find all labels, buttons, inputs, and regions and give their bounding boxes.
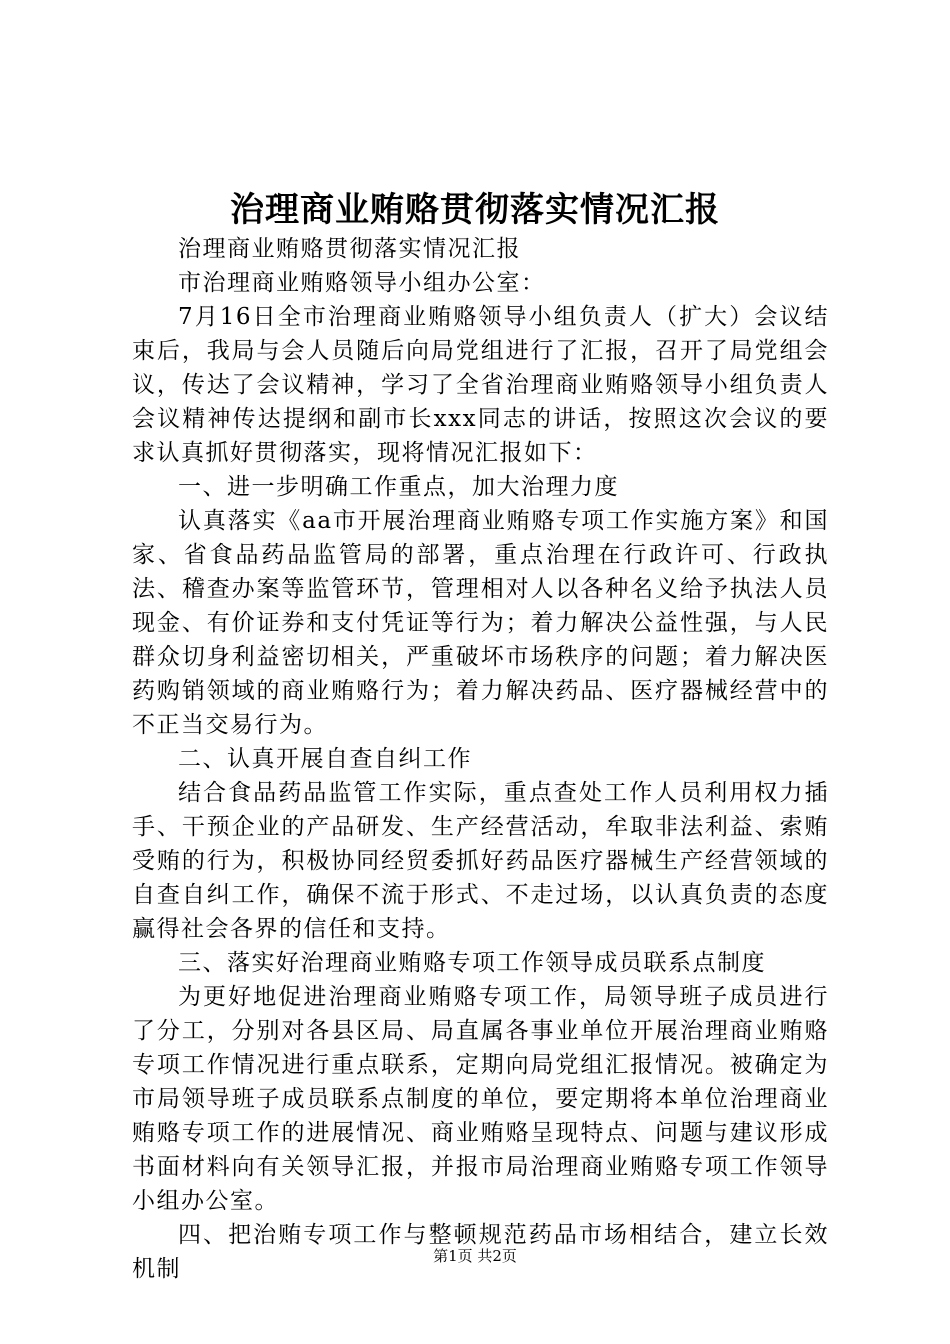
paragraph-intro: 7月16日全市治理商业贿赂领导小组负责人（扩大）会议结束后，我局与会人员随后向局党组进行了汇报，召开了局党组会议，传达了会议精神，学习了全省治理商业贿赂领导小组负责人会议精神传达提纲和副市长xxx同志的讲话，按照这次会议的要求认真抓好贯彻落实，现将情况汇报如下：	[132, 304, 829, 466]
section-heading-1: 一、进一步明确工作重点，加大治理力度	[178, 474, 619, 500]
paragraph-heading-repeat: 治理商业贿赂贯彻落实情况汇报	[178, 236, 521, 262]
document-body	[132, 232, 829, 1286]
document-title: 治理商业贿赂贯彻落实情况汇报	[230, 190, 720, 230]
section-heading-3: 三、落实好治理商业贿赂专项工作领导成员联系点制度	[178, 950, 766, 976]
section-heading-4: 四、把治贿专项工作与整顿规范药品市场相结合，建立长效机制	[132, 1222, 829, 1282]
paragraph-section-2: 结合食品药品监管工作实际，重点查处工作人员利用权力插手、干预企业的产品研发、生产经营活动，牟取非法利益、索贿受贿的行为，积极协同经贸委抓好药品医疗器械生产经营领域的自查自纠工作，确保不流于形式、不走过场，以认真负责的态度赢得社会各界的信任和支持。	[132, 780, 829, 942]
paragraph-section-3: 为更好地促进治理商业贿赂专项工作，局领导班子成员进行了分工，分别对各县区局、局直属各事业单位开展治理商业贿赂专项工作情况进行重点联系，定期向局党组汇报情况。被确定为市局领导班子成员联系点制度的单位，要定期将本单位治理商业贿赂专项工作的进展情况、商业贿赂呈现特点、问题与建议形成书面材料向有关领导汇报，并报市局治理商业贿赂专项工作领导小组办公室。	[132, 984, 829, 1214]
section-heading-2: 二、认真开展自查自纠工作	[178, 746, 472, 772]
paragraph-addressee: 市治理商业贿赂领导小组办公室：	[178, 270, 546, 296]
paragraph-section-1: 认真落实《aa市开展治理商业贿赂专项工作实施方案》和国家、省食品药品监管局的部署，重点治理在行政许可、行政执法、稽查办案等监管环节，管理相对人以各种名义给予执法人员现金、有价证券和支付凭证等行为；着力解决公益性强，与人民群众切身利益密切相关，严重破坏市场秩序的问题；着力解决医药购销领域的商业贿赂行为；着力解决药品、医疗器械经营中的不正当交易行为。	[132, 508, 829, 738]
page-footer: 第1页 共2页	[433, 1247, 517, 1265]
